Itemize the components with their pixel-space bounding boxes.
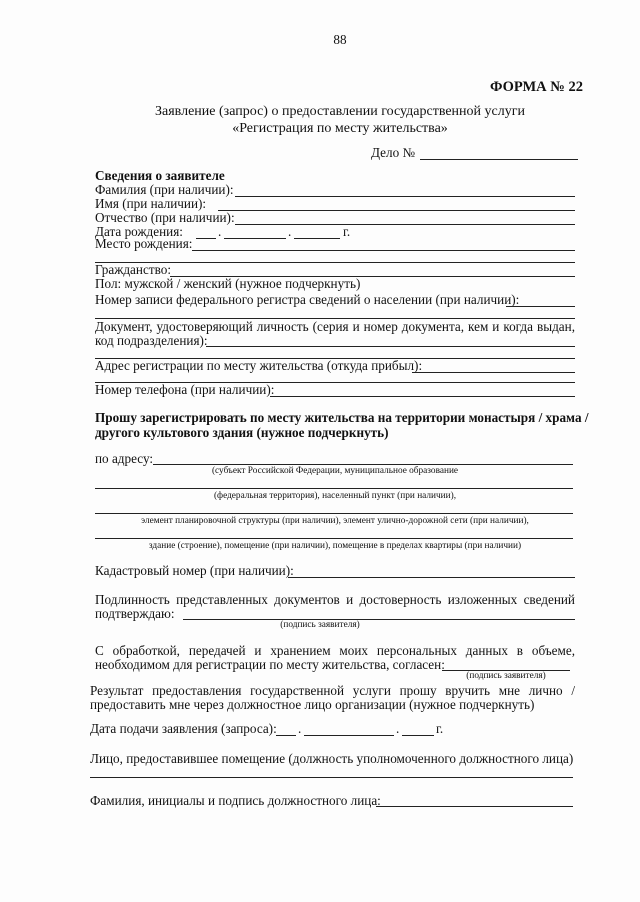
birthplace-field[interactable] <box>192 250 575 251</box>
dob-year-suffix: г. <box>343 224 351 239</box>
citizenship-label: Гражданство: <box>95 262 171 277</box>
submission-month-field[interactable] <box>304 735 394 736</box>
id-document-label-line2: код подразделения): <box>95 333 208 348</box>
result-line2: предоставить мне через должностное лицо организации (нужное подчеркнуть) <box>90 697 535 712</box>
authenticity-signature-hint: (подпись заявителя) <box>280 620 360 630</box>
form-label: ФОРМА № 22 <box>490 79 583 95</box>
prev-address-label: Адрес регистрации по месту жительства (откуда прибыл): <box>95 358 423 373</box>
request-line1: Прошу зарегистрировать по месту жительства на территории монастыря / храма / <box>95 410 589 425</box>
consent-line2: необходимом для регистрации по месту жительства, согласен: <box>95 657 445 672</box>
id-document-label-line1: Документ, удостоверяющий личность (серия и номер документа, кем и когда выдан, <box>95 319 575 334</box>
dob-month-field[interactable] <box>224 238 286 239</box>
applicant-heading: Сведения о заявителе <box>95 168 225 183</box>
name-field[interactable] <box>218 210 575 211</box>
consent-line1: С обработкой, передачей и хранением моих персональных данных в объеме, <box>95 643 575 658</box>
birthplace-label: Место рождения: <box>95 236 193 251</box>
provider-field[interactable] <box>90 777 573 778</box>
surname-field[interactable] <box>235 196 575 197</box>
dob-day-field[interactable] <box>196 238 216 239</box>
prev-address-field[interactable] <box>412 372 575 373</box>
patronymic-label: Отчество (при наличии): <box>95 210 235 225</box>
surname-label: Фамилия (при наличии): <box>95 182 234 197</box>
page-number: 88 <box>333 32 347 47</box>
address-hint-2: (федеральная территория), населенный пункт (при наличии), <box>213 491 457 501</box>
consent-signature-hint: (подпись заявителя) <box>466 671 546 681</box>
address-field-line4[interactable] <box>95 538 573 539</box>
submission-year-suffix: г. <box>436 721 444 736</box>
address-hint-4: здание (строение), помещение (при наличии), помещение в пределах квартиры (при наличии) <box>148 541 522 551</box>
authenticity-line2: подтверждаю: <box>95 606 175 621</box>
dob-year-field[interactable] <box>294 238 340 239</box>
address-field-line3[interactable] <box>95 513 573 514</box>
federal-register-label: Номер записи федерального регистра сведений о населении (при наличии): <box>95 292 520 307</box>
address-hint-1: (субъект Российской Федерации, муниципальное образование <box>211 466 459 476</box>
request-line2: другого культового здания (нужное подчеркнуть) <box>95 425 389 440</box>
id-document-field[interactable] <box>206 346 575 347</box>
submission-date-label: Дата подачи заявления (запроса): <box>90 721 277 736</box>
case-number-label: Дело № <box>371 145 416 160</box>
dob-label: Дата рождения: <box>95 224 183 239</box>
form-title-line2: «Регистрация по месту жительства» <box>232 121 448 136</box>
provider-label: Лицо, предоставившее помещение (должность уполномоченного должностного лица) <box>90 751 574 766</box>
sex-label: Пол: мужской / женский (нужное подчеркнуть) <box>95 276 361 291</box>
cadastral-field[interactable] <box>288 577 575 578</box>
phone-field[interactable] <box>270 396 575 397</box>
address-hint-3: элемент планировочной структуры (при наличии), элемент улично-дорожной сети (при наличии), <box>141 516 529 526</box>
submission-day-field[interactable] <box>276 735 296 736</box>
submission-year-field[interactable] <box>402 735 434 736</box>
address-field-line1[interactable] <box>153 464 573 465</box>
submission-separator-2: . <box>396 721 400 736</box>
form-title-line1: Заявление (запрос) о предоставлении государственной услуги <box>155 104 525 119</box>
address-field-line2[interactable] <box>95 488 573 489</box>
dob-separator-1: . <box>218 224 222 239</box>
cadastral-label: Кадастровый номер (при наличии): <box>95 563 294 578</box>
official-field[interactable] <box>376 806 573 807</box>
submission-separator-1: . <box>298 721 302 736</box>
patronymic-field[interactable] <box>235 224 575 225</box>
result-line1: Результат предоставления государственной услуги прошу вручить мне лично / <box>90 683 575 698</box>
dob-separator-2: . <box>288 224 292 239</box>
authenticity-line1: Подлинность представленных документов и достоверность изложенных сведений <box>95 592 575 607</box>
federal-register-field[interactable] <box>506 306 575 307</box>
name-label: Имя (при наличии): <box>95 196 207 211</box>
official-label: Фамилия, инициалы и подпись должностного лица: <box>90 793 381 808</box>
case-number-field[interactable] <box>420 159 578 160</box>
address-label: по адресу: <box>95 451 154 466</box>
phone-label: Номер телефона (при наличии): <box>95 382 275 397</box>
